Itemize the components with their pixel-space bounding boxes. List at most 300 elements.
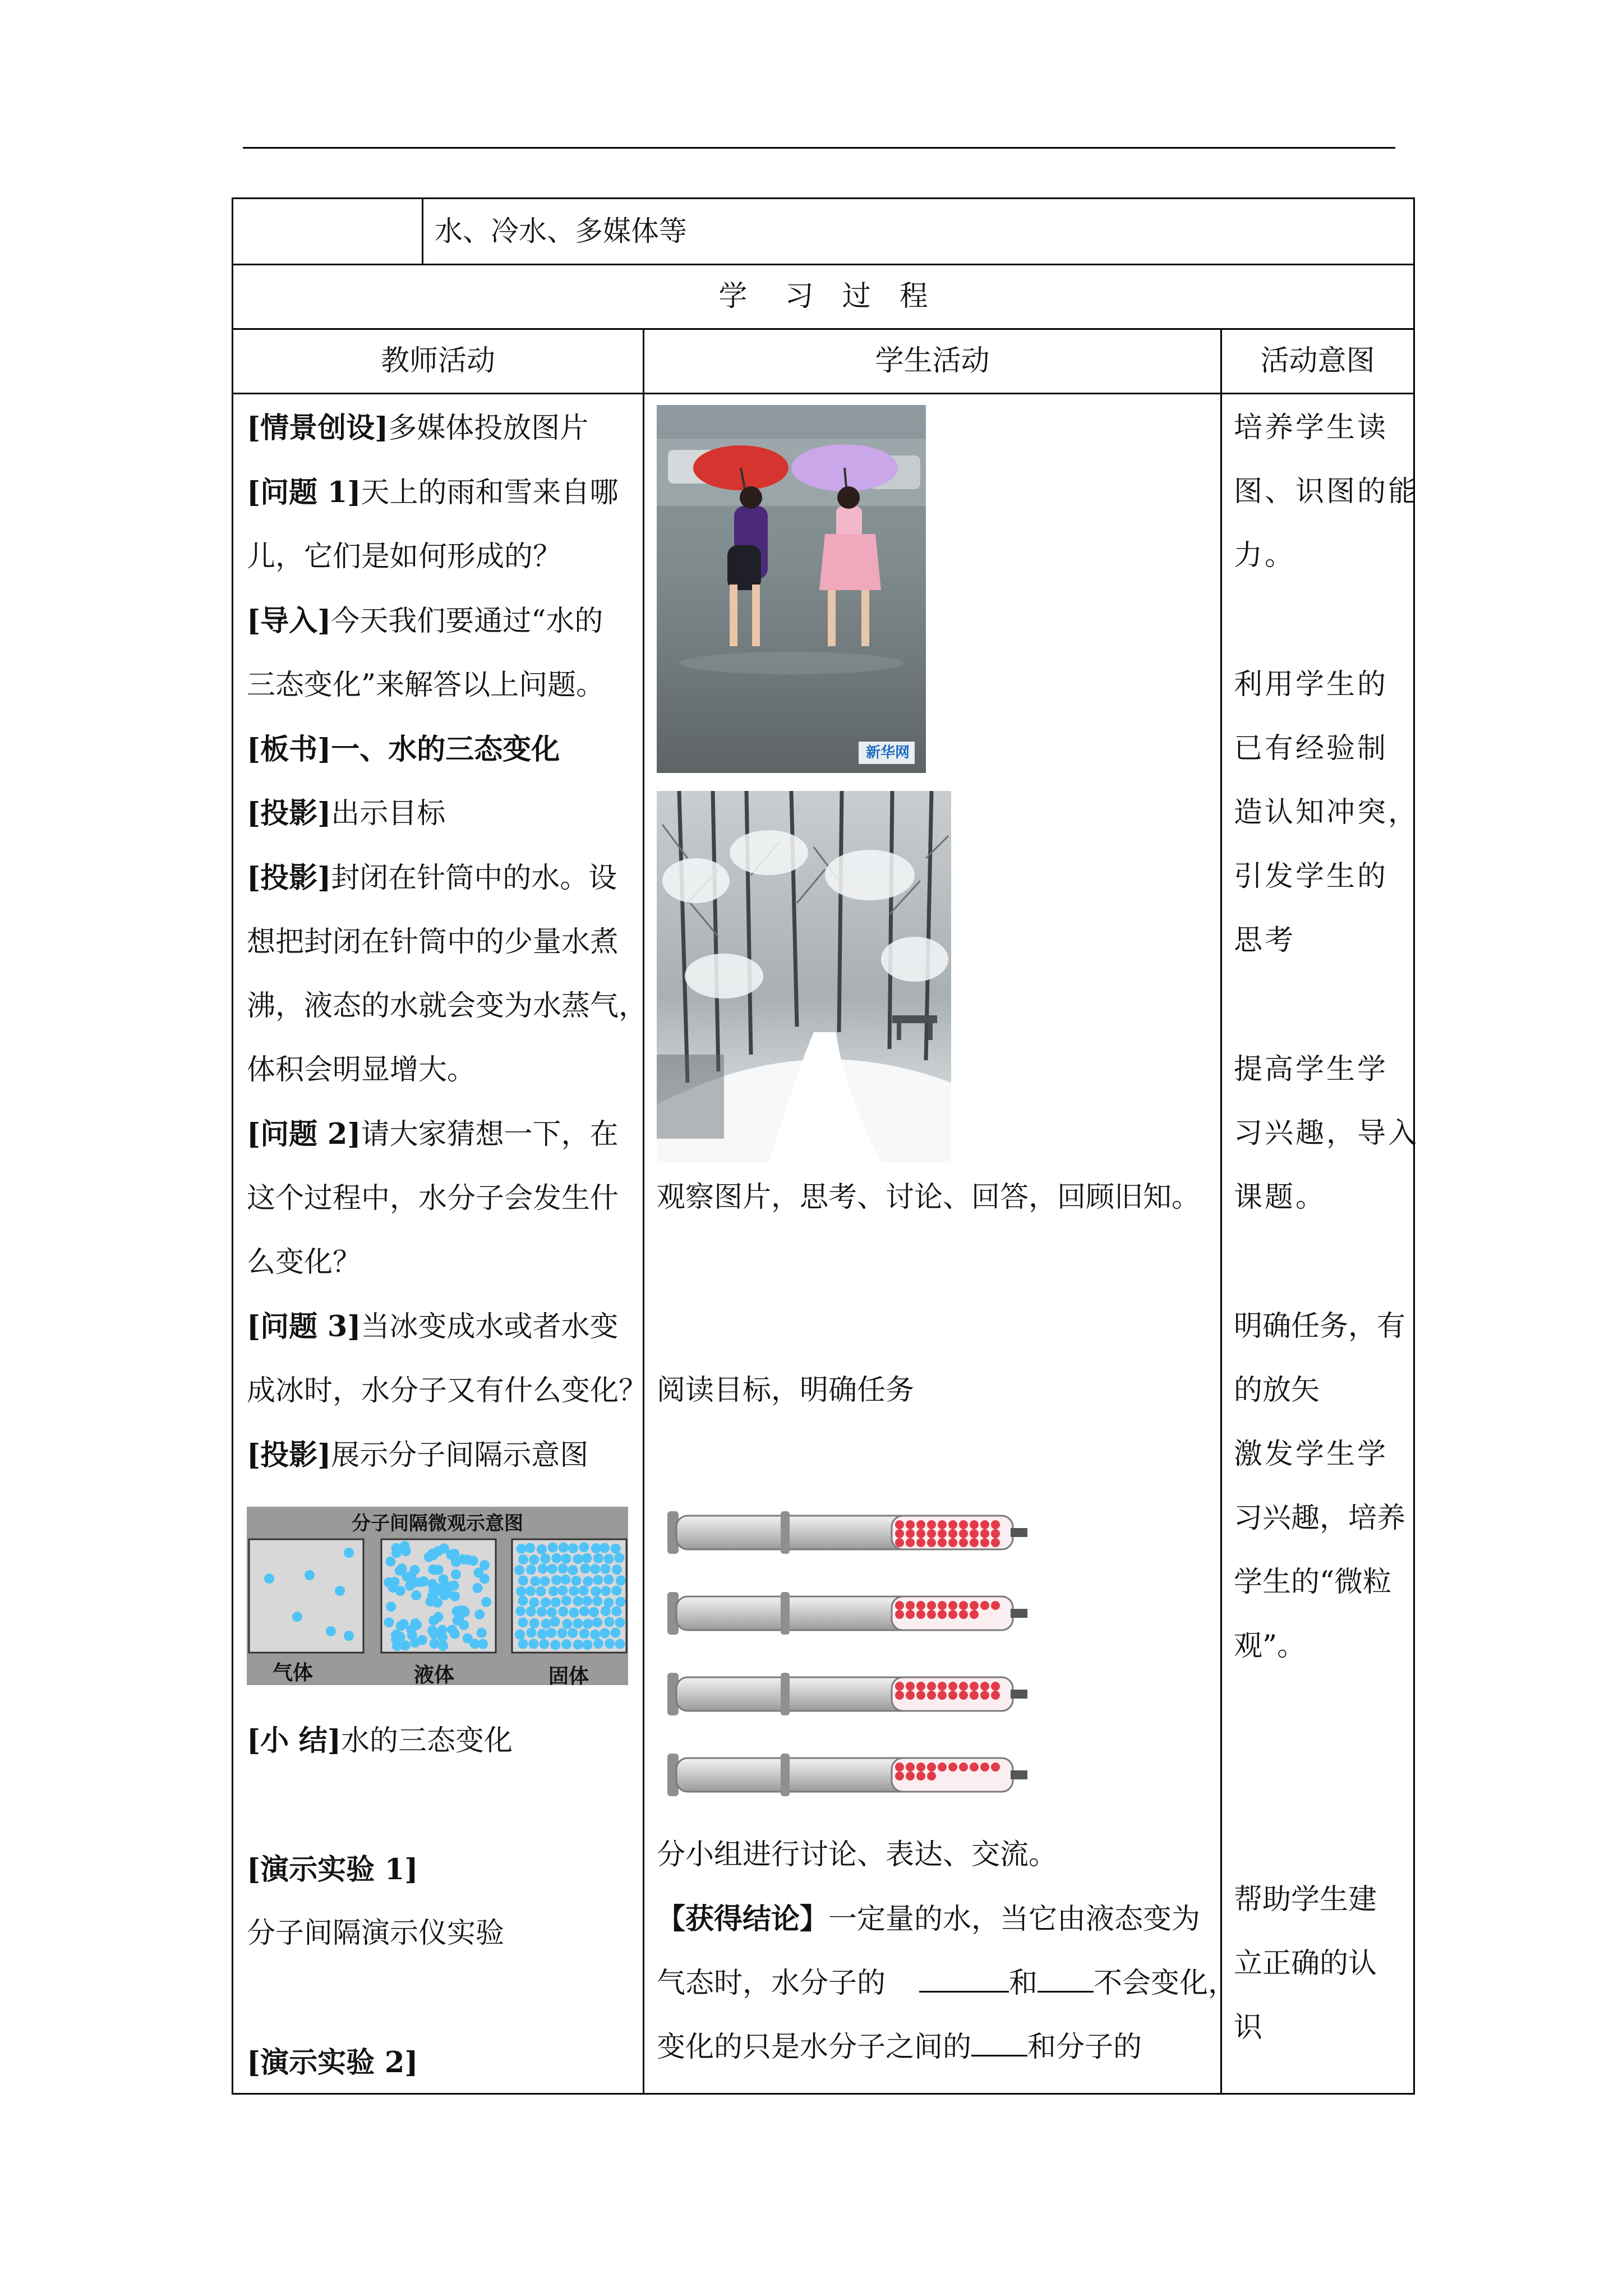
diagram-label-solid: 固体	[548, 1665, 589, 1688]
diagram-title: 分子间隔微观示意图	[352, 1512, 523, 1535]
water-molecule	[938, 1682, 947, 1691]
teacher-activities-demo	[247, 1838, 504, 1966]
molecule-dot	[551, 1575, 561, 1585]
molecule-dot	[582, 1640, 592, 1650]
molecule-dot	[528, 1639, 538, 1649]
molecule-dot	[518, 1576, 528, 1586]
intent-line: 提高学生学	[1234, 1053, 1389, 1086]
water-molecule	[970, 1610, 979, 1619]
materials-text: 水、冷水、多媒体等	[435, 215, 687, 247]
water-molecule	[991, 1691, 1000, 1700]
student-line: 观察图片，思考、讨论、回答，回顾旧知。	[657, 1181, 1201, 1214]
molecule-dot	[604, 1617, 614, 1627]
intent-line: 激发学生学	[1234, 1438, 1389, 1471]
water-molecule	[938, 1691, 947, 1700]
molecule-dot	[538, 1563, 548, 1573]
molecule-dot	[603, 1575, 614, 1585]
teacher-line: 三态变化”来解答以上问题。	[247, 669, 605, 702]
molecule-dot	[573, 1618, 583, 1628]
molecule-dot	[516, 1586, 526, 1596]
water-molecule	[938, 1763, 947, 1772]
molecule-dot	[551, 1553, 561, 1563]
molecule-dot	[582, 1596, 592, 1606]
water-molecule	[980, 1529, 989, 1538]
teacher-line: [投影]展示分子间隔示意图	[247, 1438, 589, 1472]
teacher-activities-demo2	[247, 2031, 418, 2095]
intent-line: 已有经验制	[1234, 732, 1389, 765]
molecule-dot	[434, 1586, 444, 1596]
water-molecule	[916, 1610, 925, 1619]
molecule-dot	[548, 1543, 558, 1553]
molecule-dot	[518, 1596, 528, 1606]
molecule-dot	[591, 1543, 601, 1553]
molecule-dot	[455, 1605, 465, 1616]
molecule-dot	[547, 1607, 557, 1617]
molecule-dot	[384, 1617, 394, 1627]
intent-line: 习兴趣，培养	[1234, 1502, 1406, 1535]
molecule-dot	[605, 1639, 615, 1649]
water-molecule	[916, 1538, 925, 1547]
molecule-dot	[579, 1628, 589, 1639]
teacher-line: 想把封闭在针筒中的少量水煮	[247, 926, 619, 959]
molecule-dot	[449, 1580, 459, 1590]
molecule-dot	[573, 1554, 583, 1564]
molecule-dot	[344, 1631, 354, 1641]
teacher-line: [演示实验 1]	[247, 1853, 418, 1887]
water-molecule	[970, 1691, 979, 1700]
intent-line: 帮助学生建	[1234, 1883, 1377, 1916]
molecule-dot	[411, 1590, 421, 1600]
diagram-label-gas: 气体	[273, 1662, 313, 1685]
water-molecule	[948, 1610, 957, 1619]
water-molecule	[959, 1601, 968, 1610]
molecule-dot	[558, 1563, 568, 1573]
water-molecule	[970, 1601, 979, 1610]
intent-line: 立正确的认	[1234, 1947, 1377, 1980]
student-text-3	[657, 1823, 1237, 2079]
student-line: 气态时，水分子的 和 不会变化，	[657, 1967, 1237, 2000]
molecule-dot	[406, 1625, 416, 1635]
intent-line: 利用学生的	[1234, 668, 1389, 701]
teacher-line: 这个过程中，水分子会发生什	[247, 1182, 619, 1215]
molecule-dot	[450, 1591, 460, 1602]
teacher-activities-bottom	[247, 1709, 513, 1773]
molecule-dot	[515, 1630, 525, 1640]
molecule-dot	[550, 1617, 560, 1627]
water-molecule	[938, 1520, 947, 1529]
molecule-dot	[305, 1570, 315, 1580]
student-text-1	[657, 1166, 1200, 1230]
molecule-dot	[558, 1607, 568, 1617]
molecule-dot	[591, 1586, 601, 1596]
molecule-dot	[601, 1586, 611, 1596]
teacher-line: 体积会明显增大。	[247, 1053, 476, 1087]
teacher-line: [演示实验 2]	[247, 2046, 418, 2079]
teacher-activities	[247, 396, 647, 1488]
molecule-dot	[536, 1586, 546, 1596]
molecule-dot	[611, 1606, 621, 1616]
intent-line: 引发学生的	[1234, 860, 1389, 893]
student-line: 分小组进行讨论、表达、交流。	[657, 1838, 1058, 1871]
teacher-line: 分子间隔演示仪实验	[247, 1917, 505, 1950]
water-molecule	[948, 1682, 957, 1691]
water-molecule	[916, 1520, 925, 1529]
molecule-dot	[344, 1548, 354, 1558]
intent-cell	[1220, 393, 1415, 2095]
water-molecule	[991, 1520, 1000, 1529]
water-molecule	[916, 1682, 925, 1691]
teacher-line: 成冰时，水分子又有什么变化？	[247, 1374, 648, 1407]
water-molecule	[927, 1538, 936, 1547]
water-molecule	[970, 1520, 979, 1529]
water-molecule	[906, 1538, 915, 1547]
molecule-dot	[400, 1541, 410, 1551]
teacher-line: [小 结]水的三态变化	[247, 1724, 513, 1757]
snow-photo	[657, 791, 951, 1163]
molecule-dot	[540, 1554, 550, 1564]
water-molecule	[959, 1538, 968, 1547]
header-teacher: 教师活动	[380, 344, 495, 378]
molecule-dot	[550, 1640, 560, 1650]
answer-blank[interactable]	[1038, 1966, 1094, 1993]
molecule-dot	[571, 1576, 582, 1586]
water-molecule	[959, 1763, 968, 1772]
water-molecule	[906, 1772, 915, 1780]
water-molecule	[970, 1763, 979, 1772]
molecule-dot	[592, 1596, 602, 1606]
molecule-dot	[590, 1630, 600, 1640]
molecule-dot	[529, 1598, 540, 1608]
molecule-dot	[551, 1597, 561, 1607]
molecule-dot	[562, 1619, 572, 1629]
intent-line: 识	[1234, 2011, 1263, 2044]
molecule-dot	[526, 1607, 536, 1617]
molecule-dot	[472, 1583, 482, 1593]
molecule-dot	[463, 1634, 473, 1644]
molecule-dot	[459, 1620, 469, 1630]
molecule-dot	[517, 1544, 527, 1554]
molecule-dot	[518, 1554, 528, 1565]
molecule-dot	[264, 1573, 274, 1584]
intent-line: 图、识图的能	[1234, 475, 1419, 508]
student-line: 变化的只是水分子之间的 和分子的	[657, 2031, 1142, 2064]
water-molecule	[906, 1520, 915, 1529]
student-line: 【获得结论】一定量的水，当它由液态变为	[657, 1902, 1201, 1936]
water-molecule	[948, 1763, 957, 1772]
molecule-dot	[477, 1628, 487, 1638]
water-molecule	[895, 1538, 904, 1547]
teacher-line: 沸，液态的水就会变为水蒸气，	[247, 990, 648, 1023]
molecule-dot	[463, 1555, 473, 1565]
molecule-dot	[386, 1602, 396, 1612]
molecule-dot	[391, 1548, 402, 1558]
molecule-dot	[514, 1565, 524, 1575]
molecule-dot	[580, 1563, 590, 1573]
teacher-line: 么变化？	[247, 1246, 362, 1279]
water-molecule	[906, 1601, 915, 1610]
water-molecule	[927, 1682, 936, 1691]
water-molecule	[927, 1691, 936, 1700]
molecule-dot	[590, 1564, 600, 1574]
rain-photo	[657, 405, 926, 773]
intent-line: 培养学生读	[1234, 411, 1389, 444]
water-molecule	[980, 1691, 989, 1700]
molecule-dot	[481, 1597, 491, 1607]
molecule-dot	[525, 1586, 536, 1596]
molecule-dot	[531, 1576, 541, 1586]
header-rule	[243, 147, 1395, 149]
water-molecule	[906, 1763, 915, 1772]
water-molecule	[927, 1529, 936, 1538]
molecule-dot	[557, 1628, 567, 1638]
molecule-dot	[548, 1586, 559, 1596]
water-molecule	[927, 1601, 936, 1610]
molecule-dot	[518, 1617, 528, 1627]
syringe-diagram	[667, 1503, 1038, 1818]
teacher-line: [问题 1]天上的雨和雪来自哪	[247, 476, 619, 509]
molecule-dot	[573, 1640, 583, 1650]
molecule-dot	[515, 1606, 525, 1616]
water-molecule	[959, 1610, 968, 1619]
water-molecule	[895, 1520, 904, 1529]
water-molecule	[959, 1691, 968, 1700]
intent-line: 思考	[1234, 924, 1296, 957]
water-molecule	[895, 1772, 904, 1780]
intent-group-3	[1234, 1038, 1419, 1230]
water-molecule	[948, 1520, 957, 1529]
water-molecule	[895, 1601, 904, 1610]
water-molecule	[970, 1538, 979, 1547]
intent-line: 观”。	[1234, 1630, 1306, 1663]
student-line: 阅读目标，明确任务	[657, 1374, 915, 1407]
molecule-dot	[616, 1575, 626, 1585]
molecule-dot	[561, 1554, 571, 1564]
water-molecule	[916, 1529, 925, 1538]
water-molecule	[895, 1682, 904, 1691]
molecule-dot	[396, 1621, 406, 1631]
water-molecule	[916, 1763, 925, 1772]
water-molecule	[991, 1538, 1000, 1547]
teacher-line: [板书]一、水的三态变化	[247, 733, 560, 766]
water-molecule	[959, 1529, 968, 1538]
molecule-dot	[561, 1639, 571, 1649]
intent-line: 课题。	[1234, 1181, 1327, 1214]
molecule-dot	[582, 1553, 592, 1563]
molecule-dot	[610, 1628, 620, 1638]
molecule-dot	[541, 1598, 551, 1608]
molecule-dot	[451, 1570, 461, 1580]
water-molecule	[938, 1538, 947, 1547]
water-molecule	[938, 1610, 947, 1619]
water-molecule	[927, 1610, 936, 1619]
water-molecule	[916, 1691, 925, 1700]
molecule-dot	[537, 1629, 547, 1639]
molecule-dot	[434, 1612, 444, 1622]
molecule-dot	[560, 1575, 570, 1585]
water-molecule	[970, 1529, 979, 1538]
molecule-dot	[402, 1572, 412, 1582]
molecule-dot	[546, 1628, 556, 1638]
teacher-line: [导入]今天我们要通过“水的	[247, 604, 603, 638]
intent-line: 造认知冲突，	[1234, 796, 1419, 829]
water-molecule	[980, 1601, 989, 1610]
molecule-dot	[525, 1543, 535, 1553]
molecule-dot	[529, 1555, 539, 1565]
water-molecule	[927, 1763, 936, 1772]
answer-blank[interactable]	[919, 1966, 1009, 1993]
header-intent: 活动意图	[1260, 344, 1375, 378]
molecule-dot	[578, 1586, 588, 1596]
molecule-dot	[529, 1618, 540, 1628]
syringe	[667, 1754, 1027, 1796]
water-molecule	[895, 1691, 904, 1700]
water-molecule	[938, 1529, 947, 1538]
molecule-dot	[392, 1641, 402, 1651]
rain-photo-watermark: 新华网	[865, 744, 910, 761]
water-molecule	[927, 1772, 936, 1780]
water-molecule	[938, 1601, 947, 1610]
water-molecule	[927, 1520, 936, 1529]
molecule-dot	[579, 1606, 589, 1616]
molecule-dot	[593, 1553, 603, 1563]
molecule-dot	[474, 1609, 485, 1619]
intent-line: 明确任务，有	[1234, 1310, 1406, 1343]
molecule-dot	[611, 1586, 621, 1596]
molecule-dot	[579, 1542, 589, 1552]
teacher-line: 儿，它们是如何形成的？	[247, 540, 562, 573]
water-molecule	[916, 1772, 925, 1780]
molecule-dot	[410, 1577, 420, 1588]
answer-blank[interactable]	[971, 2030, 1027, 2056]
water-molecule	[991, 1529, 1000, 1538]
intent-group-5	[1234, 1868, 1377, 2060]
water-molecule	[895, 1763, 904, 1772]
water-molecule	[991, 1601, 1000, 1610]
molecule-dot	[612, 1565, 622, 1575]
molecule-dot	[473, 1568, 483, 1578]
water-molecule	[906, 1682, 915, 1691]
molecule-dot	[615, 1639, 625, 1649]
intent-line: 的放矢	[1234, 1374, 1320, 1407]
water-molecule	[916, 1601, 925, 1610]
water-molecule	[948, 1538, 957, 1547]
water-molecule	[980, 1682, 989, 1691]
water-molecule	[991, 1763, 1000, 1772]
molecule-dot	[438, 1641, 448, 1651]
molecule-dot	[385, 1557, 395, 1567]
water-molecule	[980, 1538, 989, 1547]
intent-line: 学生的“微粒	[1234, 1566, 1392, 1599]
molecule-dot	[431, 1565, 441, 1575]
molecule-dot	[539, 1639, 549, 1649]
molecule-dot	[417, 1635, 427, 1645]
teacher-line: [情景创设]多媒体投放图片	[247, 411, 589, 445]
intent-line: 习兴趣，导入	[1234, 1117, 1419, 1150]
molecule-dot	[600, 1628, 610, 1638]
teacher-line: [投影]出示目标	[247, 797, 446, 830]
water-molecule	[948, 1691, 957, 1700]
section-title: 学 习 过 程	[718, 280, 928, 313]
molecule-dot	[447, 1625, 457, 1635]
water-molecule	[959, 1682, 968, 1691]
molecule-dot	[557, 1585, 568, 1595]
water-molecule	[906, 1691, 915, 1700]
molecule-dot	[569, 1608, 579, 1618]
molecule-dot	[335, 1586, 345, 1596]
water-molecule	[906, 1529, 915, 1538]
molecule-dot	[568, 1628, 578, 1638]
materials-label-cell	[232, 197, 423, 265]
molecule-dot	[583, 1576, 593, 1586]
molecule-dot	[592, 1617, 602, 1627]
teacher-line: [问题 3]当冰变成水或者水变	[247, 1310, 619, 1343]
molecule-dot	[430, 1639, 440, 1649]
water-molecule	[906, 1610, 915, 1619]
molecule-dot	[547, 1564, 557, 1574]
molecule-dot	[573, 1596, 583, 1606]
molecule-dot	[292, 1612, 302, 1622]
water-molecule	[959, 1520, 968, 1529]
molecule-dot	[593, 1575, 603, 1585]
water-molecule	[895, 1529, 904, 1538]
intent-line: 力。	[1234, 539, 1296, 572]
intent-group-1	[1234, 396, 1419, 588]
molecule-spacing-diagram	[247, 1507, 628, 1688]
molecule-dot	[446, 1550, 456, 1560]
molecule-dot	[568, 1565, 578, 1575]
molecule-dot	[604, 1554, 614, 1564]
water-molecule	[991, 1682, 1000, 1691]
molecule-dot	[589, 1607, 599, 1617]
water-molecule	[970, 1682, 979, 1691]
molecule-dot	[395, 1632, 405, 1642]
water-molecule	[980, 1763, 989, 1772]
intent-group-4	[1234, 1295, 1405, 1678]
molecule-dot	[614, 1553, 624, 1563]
header-student: 学生活动	[875, 344, 990, 378]
molecule-dot	[559, 1543, 569, 1553]
molecule-dot	[537, 1607, 547, 1617]
molecule-dot	[427, 1549, 437, 1559]
molecule-dot	[615, 1617, 625, 1627]
molecule-dot	[611, 1544, 621, 1554]
water-molecule	[948, 1601, 957, 1610]
molecule-dot	[518, 1639, 528, 1649]
molecule-dot	[390, 1577, 400, 1587]
teacher-line: [问题 2]请大家猜想一下，在	[247, 1117, 619, 1151]
water-molecule	[948, 1529, 957, 1538]
molecule-dot	[526, 1628, 536, 1638]
molecule-dot	[593, 1639, 603, 1649]
teacher-line: [投影]封闭在针筒中的水。设	[247, 861, 617, 895]
molecule-dot	[561, 1595, 571, 1605]
molecule-dot	[540, 1576, 550, 1586]
diagram-label-liquid: 液体	[414, 1664, 455, 1687]
molecule-dot	[600, 1564, 610, 1574]
molecule-dot	[601, 1606, 611, 1616]
molecule-dot	[583, 1619, 593, 1629]
water-molecule	[895, 1610, 904, 1619]
student-text-2	[657, 1359, 914, 1423]
molecule-dot	[326, 1626, 336, 1636]
molecule-dot	[537, 1544, 547, 1554]
molecule-dot	[600, 1543, 610, 1553]
molecule-dot	[568, 1543, 578, 1553]
molecule-dot	[615, 1596, 625, 1607]
water-molecule	[980, 1520, 989, 1529]
molecule-dot	[541, 1618, 551, 1628]
molecule-dot	[569, 1586, 579, 1596]
